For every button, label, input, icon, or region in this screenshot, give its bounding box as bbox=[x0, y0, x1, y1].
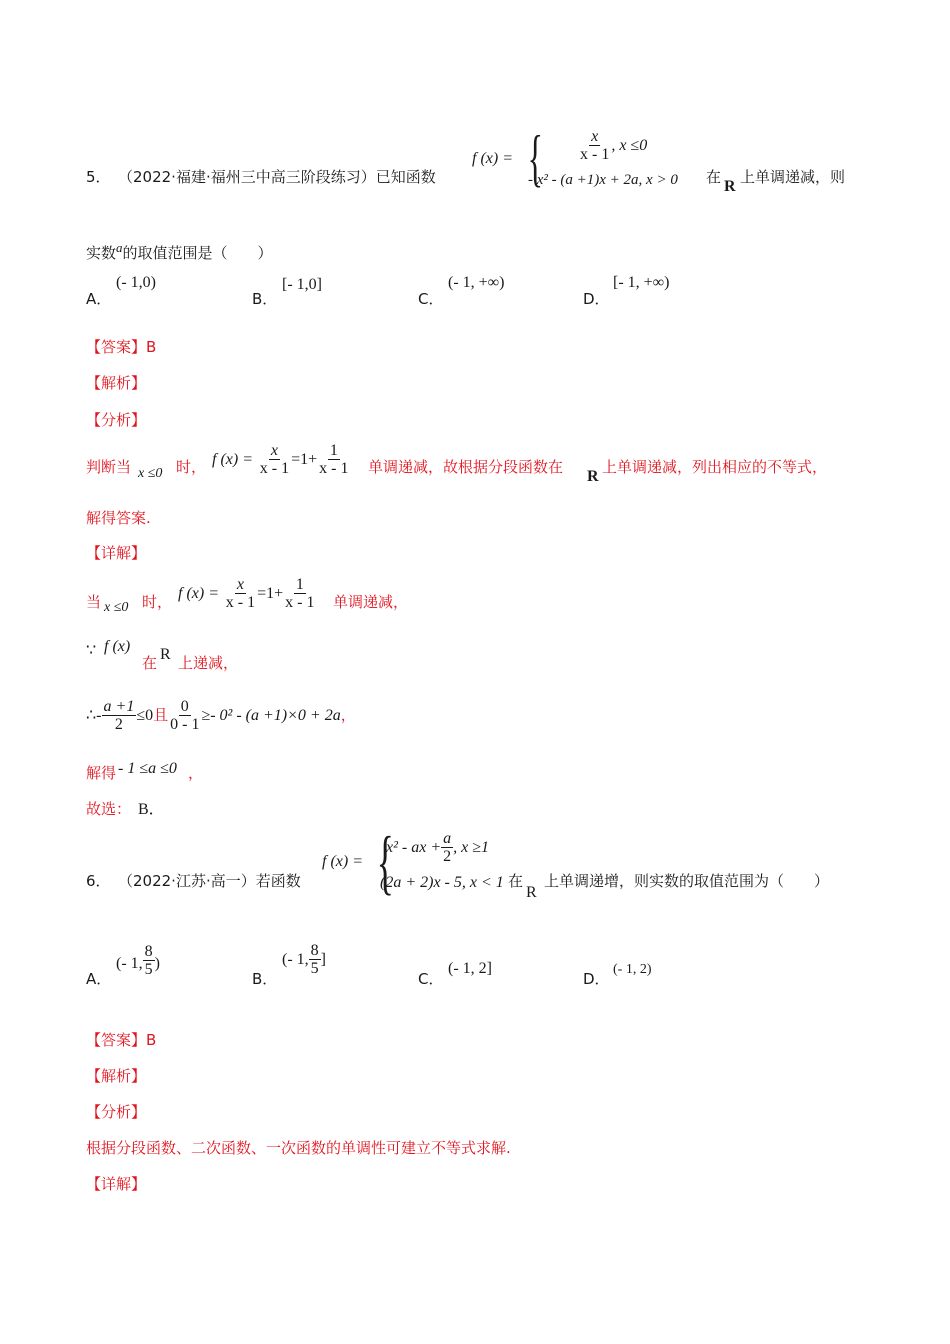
option-b-label: B． bbox=[252, 290, 278, 308]
real-set-symbol: R bbox=[526, 884, 537, 901]
real-set-symbol: R bbox=[724, 178, 736, 195]
fenxi-heading: 【分析】 bbox=[86, 1103, 147, 1121]
option-c-value: (- 1, 2] bbox=[448, 960, 492, 977]
piece-1: $\frac{x}{x - 1}$ , x ≤0 bbox=[580, 128, 648, 163]
option-c-value: (- 1, +∞) bbox=[448, 274, 505, 291]
option-b-value: [- 1,0] bbox=[282, 276, 322, 293]
stem-end: 上单调递增，则实数的取值范围为（ ） bbox=[544, 872, 830, 890]
left-brace: { bbox=[376, 822, 394, 902]
option-d-label: D． bbox=[583, 970, 610, 988]
detail-choice-label: 故选： bbox=[86, 800, 132, 818]
detail-text-1: 当 bbox=[86, 593, 102, 611]
detail-comma: ， bbox=[188, 764, 204, 782]
fenxi-text-1: 判断当 bbox=[86, 458, 132, 476]
detail-f: f (x) bbox=[104, 638, 131, 655]
stem-end: 上单调递减，则 bbox=[740, 168, 846, 186]
because-symbol: ∵ bbox=[86, 642, 97, 659]
piece-2: - x² - (a +1)x + 2a, x > 0 bbox=[528, 172, 678, 188]
stem-word: 在 bbox=[706, 168, 722, 186]
question-source: （2022·江苏·高一）若函数 bbox=[118, 872, 301, 890]
fenxi-heading: 【分析】 bbox=[86, 411, 147, 429]
analysis-heading: 【解析】 bbox=[86, 374, 147, 392]
function-name: f (x) = bbox=[472, 150, 513, 167]
fenxi-condition: x ≤0 bbox=[138, 466, 163, 481]
option-d-value: (- 1, 2) bbox=[613, 962, 652, 977]
stem-word: 在 bbox=[508, 872, 524, 890]
detail-solution: - 1 ≤a ≤0 bbox=[118, 760, 177, 777]
question-number: 6． bbox=[86, 872, 111, 890]
option-b-label: B． bbox=[252, 970, 278, 988]
detail-text-2: 时， bbox=[142, 593, 173, 611]
fenxi-real-set: R bbox=[587, 468, 599, 485]
fenxi-text-2: 时， bbox=[176, 458, 207, 476]
detail-real-set: R bbox=[160, 646, 171, 663]
analysis-heading: 【解析】 bbox=[86, 1067, 147, 1085]
option-a-value: (- 1,0) bbox=[116, 274, 156, 291]
question-source: （2022·福建·福州三中高三阶段练习）已知函数 bbox=[118, 168, 436, 186]
answer: 【答案】B bbox=[86, 1031, 157, 1049]
option-d-value: [- 1, +∞) bbox=[613, 274, 670, 291]
detail-text-4: 在 bbox=[142, 654, 158, 672]
question-number: 5． bbox=[86, 168, 111, 186]
piece-1: x² - ax + $\frac{a}{2}$ , x ≥1 bbox=[386, 830, 490, 865]
left-brace: { bbox=[527, 122, 544, 193]
detail-choice: B． bbox=[138, 801, 165, 818]
stem-line-2: 实数a的取值范围是（ ） bbox=[86, 240, 273, 262]
piece-2: (2a + 2)x - 5, x < 1 bbox=[380, 874, 504, 891]
option-a-value: (- 1, $\frac{8}{5}$ ) bbox=[116, 942, 160, 978]
detail-text-5: 上递减， bbox=[178, 654, 239, 672]
option-b-value: (- 1, $\frac{8}{5}$ ] bbox=[282, 942, 326, 977]
detail-condition: x ≤0 bbox=[104, 600, 129, 615]
option-c-label: C． bbox=[418, 970, 444, 988]
function-name: f (x) = bbox=[322, 853, 363, 870]
detail-heading: 【详解】 bbox=[86, 1175, 147, 1193]
fenxi-text-4: 上单调递减，列出相应的不等式， bbox=[602, 458, 828, 476]
detail-heading: 【详解】 bbox=[86, 544, 147, 562]
option-d-label: D． bbox=[583, 290, 610, 308]
fenxi-formula: f (x) = $\frac{x}{x - 1}$ =1+ $\frac{1}{x - 1}$ bbox=[212, 442, 349, 477]
option-a-label: A． bbox=[86, 290, 112, 308]
option-c-label: C． bbox=[418, 290, 444, 308]
fenxi-text-5: 解得答案. bbox=[86, 509, 151, 527]
option-a-label: A． bbox=[86, 970, 112, 988]
detail-formula-3: ∴- $\frac{a +1}{2}$ ≤0且 $\frac{0}{0 - 1}$ ≥- 0² - (a +1)×0 + 2a， bbox=[86, 698, 356, 733]
fenxi-text-3: 单调递减，故根据分段函数在 bbox=[368, 458, 564, 476]
detail-text-3: 单调递减， bbox=[333, 593, 409, 611]
detail-formula-1: f (x) = $\frac{x}{x - 1}$ =1+ $\frac{1}{x - 1}$ bbox=[178, 576, 315, 611]
fenxi-text: 根据分段函数、二次函数、一次函数的单调性可建立不等式求解. bbox=[86, 1139, 511, 1157]
detail-text-6: 解得 bbox=[86, 764, 117, 782]
answer: 【答案】B bbox=[86, 338, 157, 356]
